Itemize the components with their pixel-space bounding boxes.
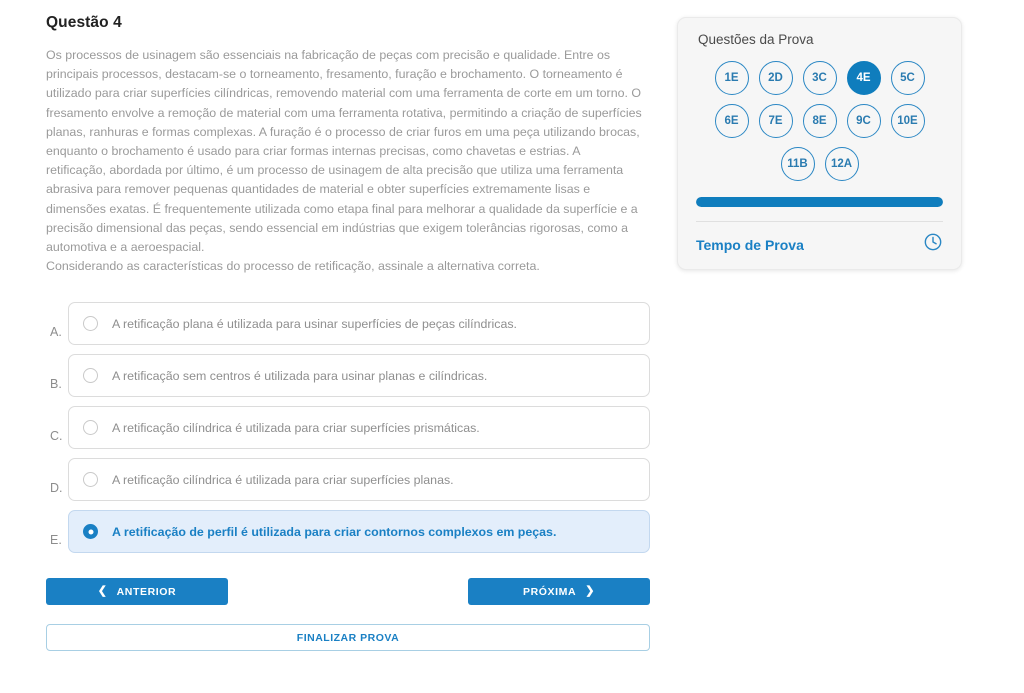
page-title: Questão 4	[46, 14, 122, 31]
question-column	[46, 14, 650, 562]
exam-progress-bar	[696, 197, 943, 207]
previous-question-button[interactable]	[46, 578, 228, 605]
question-nav-item-4[interactable]: 4E	[847, 61, 881, 95]
panel-divider	[696, 221, 943, 222]
option-letter-a: A.	[50, 325, 62, 340]
radio-icon-b[interactable]	[83, 368, 98, 383]
question-nav-item-7[interactable]: 7E	[759, 104, 793, 138]
clock-icon	[923, 232, 943, 257]
question-nav-item-9[interactable]: 9C	[847, 104, 881, 138]
option-text-c: A retificação cilíndrica é utilizada para criar superfícies prismáticas.	[112, 420, 480, 435]
radio-icon-a[interactable]	[83, 316, 98, 331]
question-nav-item-2[interactable]: 2D	[759, 61, 793, 95]
exam-progress-fill	[696, 197, 943, 207]
option-box-d[interactable]	[68, 458, 650, 501]
previous-button-label: ANTERIOR	[116, 585, 177, 598]
option-text-e: A retificação de perfil é utilizada para criar contornos complexos em peças.	[112, 524, 557, 539]
radio-icon-e-selected[interactable]	[83, 524, 98, 539]
next-button-label: PRÓXIMA	[522, 585, 577, 598]
finish-exam-button[interactable]: FINALIZAR PROVA	[46, 624, 650, 651]
question-nav-item-12[interactable]: 12A	[825, 147, 859, 181]
question-prompt-text: Considerando as características do processo de retificação, assinale a alternativa correta.	[46, 259, 540, 274]
option-text-d: A retificação cilíndrica é utilizada para criar superfícies planas.	[112, 472, 454, 487]
question-nav-item-3[interactable]: 3C	[803, 61, 837, 95]
question-navigator-grid	[696, 61, 943, 181]
option-letter-e: E.	[50, 533, 62, 548]
exam-time-row[interactable]	[696, 232, 943, 257]
option-text-b: A retificação sem centros é utilizada para usinar planas e cilíndricas.	[112, 368, 488, 383]
option-box-a[interactable]	[68, 302, 650, 345]
exam-time-label: Tempo de Prova	[696, 236, 804, 253]
answer-option-e	[46, 510, 650, 553]
answer-option-c	[46, 406, 650, 449]
question-nav-item-6[interactable]: 6E	[715, 104, 749, 138]
option-box-b[interactable]	[68, 354, 650, 397]
radio-icon-c[interactable]	[83, 420, 98, 435]
option-letter-c: C.	[50, 429, 63, 444]
option-box-e[interactable]	[68, 510, 650, 553]
panel-title: Questões da Prova	[698, 32, 814, 47]
question-nav-item-8[interactable]: 8E	[803, 104, 837, 138]
question-nav-item-10[interactable]: 10E	[891, 104, 925, 138]
question-statement	[46, 46, 642, 276]
chevron-right-icon: ❯	[585, 585, 596, 597]
navigation-buttons	[46, 578, 650, 605]
option-letter-d: D.	[50, 481, 63, 496]
question-body-text: Os processos de usinagem são essenciais na fabricação de peças com precisão e qualidade. Entre os principais processos, destacam-se o torneamento, fresamento, furação e brochamento. O torneamento é utilizado para criar superfícies cilíndricas, removendo material com uma ferramenta de corte em um torno. O fresamento envolve a remoção de material com uma ferramenta rotativa, permitindo a criação de superfícies planas, ranhuras e formas complexas. A furação é o processo de criar furos em uma peça utilizando brocas, enquanto o brochamento é usado para criar formas internas precisas, como chavetas e estrias. A retificação, abordada por último, é um processo de usinagem de alta precisão que utiliza uma ferramenta abrasiva para remover pequenas quantidades de material e obter superfícies extremamente lisas e dimensões exatas. É frequentemente utilizada como etapa final para melhorar a qualidade da superfície e a precisão dimensional das peças, sendo essencial em indústrias que exigem tolerâncias rigorosas, como a automotiva e a aeroespacial.	[46, 48, 642, 255]
radio-icon-d[interactable]	[83, 472, 98, 487]
question-nav-item-5[interactable]: 5C	[891, 61, 925, 95]
answer-option-a	[46, 302, 650, 345]
question-nav-item-11[interactable]: 11B	[781, 147, 815, 181]
next-question-button[interactable]	[468, 578, 650, 605]
option-letter-b: B.	[50, 377, 62, 392]
question-nav-item-1[interactable]: 1E	[715, 61, 749, 95]
exam-questions-panel	[677, 17, 962, 270]
chevron-left-icon: ❮	[97, 585, 108, 597]
answer-options-list	[46, 302, 650, 553]
option-text-a: A retificação plana é utilizada para usinar superfícies de peças cilíndricas.	[112, 316, 517, 331]
answer-option-d	[46, 458, 650, 501]
answer-option-b	[46, 354, 650, 397]
option-box-c[interactable]	[68, 406, 650, 449]
